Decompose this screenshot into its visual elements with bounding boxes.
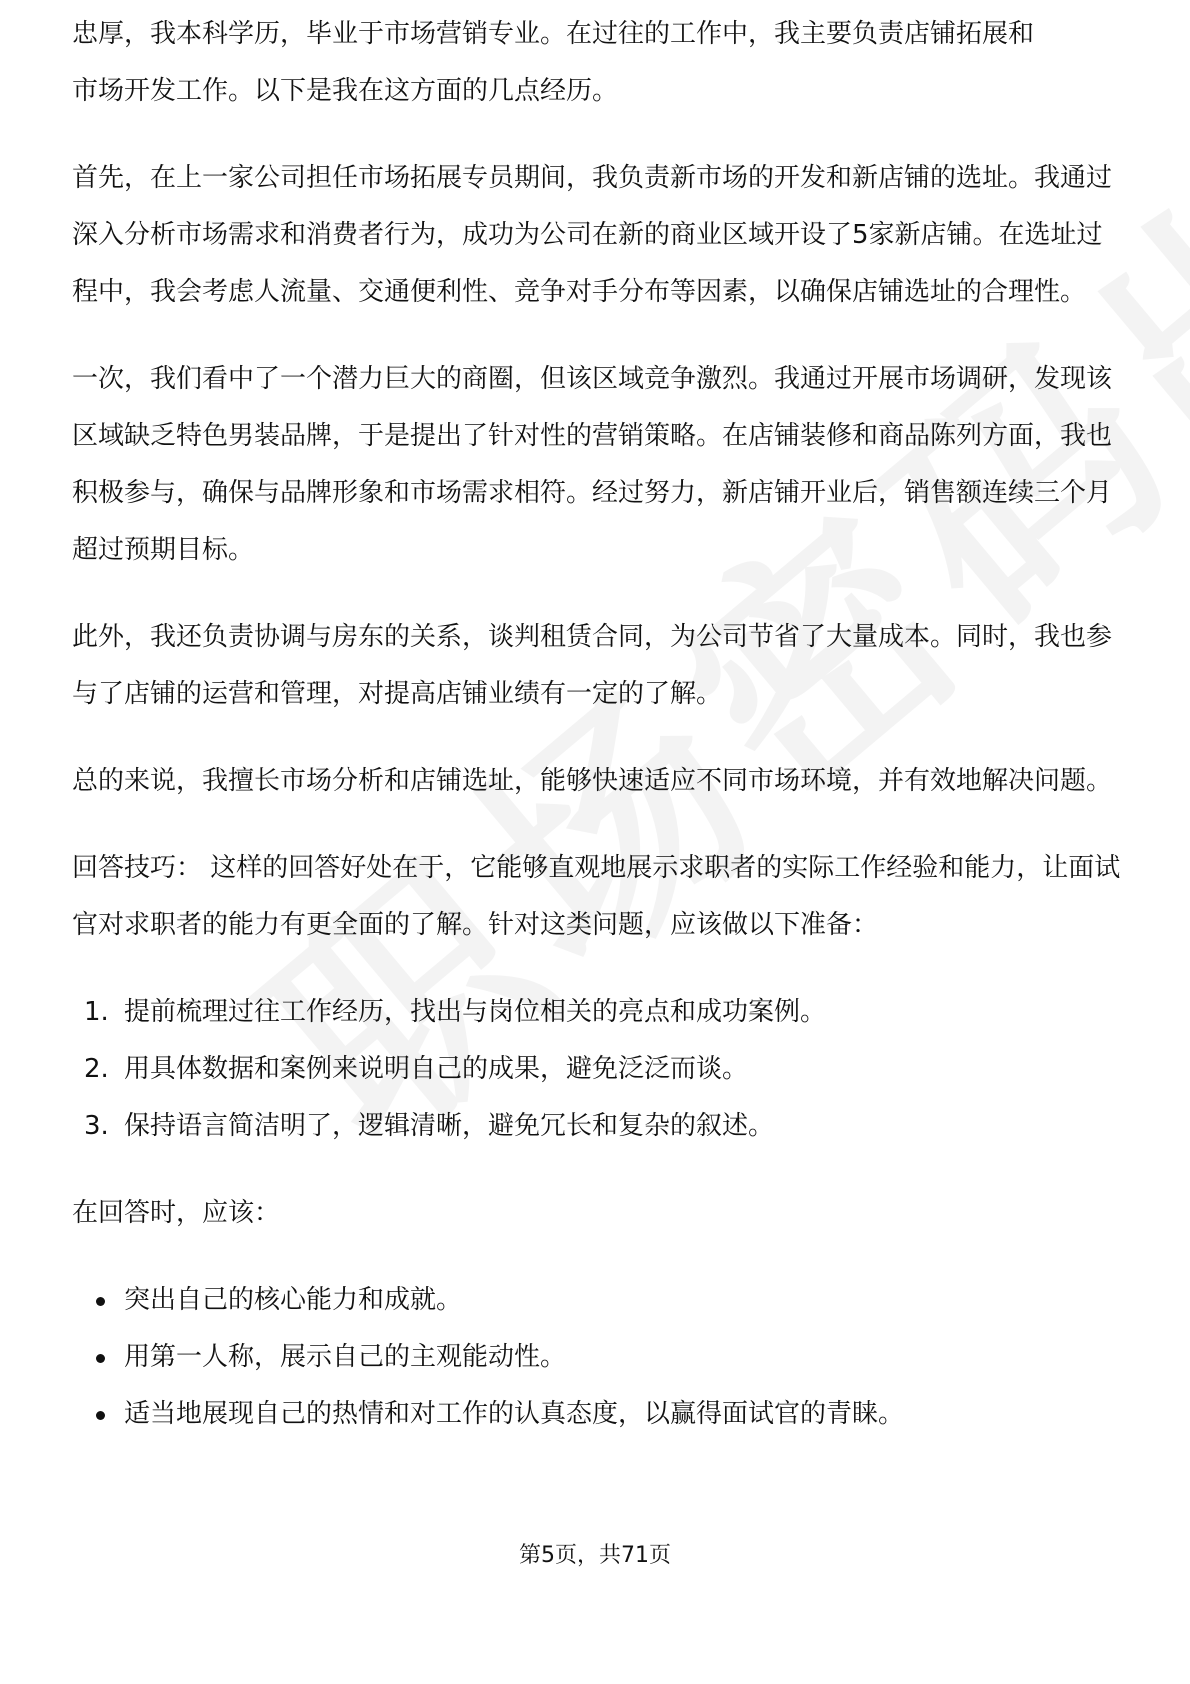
list-item [72, 1098, 1122, 1155]
list-item-text: 适当地展现自己的热情和对工作的认真态度，以赢得面试官的青睐。 [124, 1399, 905, 1429]
list-item [72, 1041, 1122, 1098]
bullet-icon [96, 1354, 105, 1363]
list-item [72, 1329, 1122, 1386]
paragraph-1: 首先，在上一家公司担任市场拓展专员期间，我负责新市场的开发和新店铺的选址。我通过深入分析市场需求和消费者行为，成功为公司在新的商业区域开设了5家新店铺。在选址过程中，我会考虑人流量、交通便利性、竞争对手分布等因素，以确保店铺选址的合理性。 [72, 163, 1113, 307]
list-number: 2. [84, 1054, 109, 1084]
when-answering-paragraph: 在回答时，应该： [72, 1198, 281, 1228]
paragraph-2: 一次，我们看中了一个潜力巨大的商圈，但该区域竞争激烈。我通过开展市场调研，发现该区域缺乏特色男装品牌，于是提出了针对性的营销策略。在店铺装修和商品陈列方面，我也积极参与，确保与品牌形象和市场需求相符。经过努力，新店铺开业后，销售额连续三个月超过预期目标。 [72, 364, 1113, 565]
bullet-icon [96, 1297, 105, 1306]
paragraph-4: 总的来说，我擅长市场分析和店铺选址，能够快速适应不同市场环境，并有效地解决问题。 [72, 766, 1113, 796]
page-footer: 第5页，共71页 [519, 1543, 671, 1568]
list-item [72, 1386, 1122, 1443]
tips-paragraph: 回答技巧： 这样的回答好处在于，它能够直观地展示求职者的实际工作经验和能力，让面试官对求职者的能力有更全面的了解。针对这类问题，应该做以下准备： [72, 853, 1121, 940]
list-item [72, 984, 1122, 1041]
paragraph-3: 此外，我还负责协调与房东的关系，谈判租赁合同，为公司节省了大量成本。同时，我也参与了店铺的运营和管理，对提高店铺业绩有一定的了解。 [72, 622, 1113, 709]
bullet-icon [96, 1411, 105, 1420]
list-number: 1. [84, 997, 109, 1027]
list-item-text: 突出自己的核心能力和成就。 [124, 1285, 463, 1315]
list-item-text: 保持语言简洁明了，逻辑清晰，避免冗长和复杂的叙述。 [124, 1111, 775, 1141]
intro-paragraph [72, 6, 1122, 120]
list-item-text: 用第一人称，展示自己的主观能动性。 [124, 1342, 567, 1372]
intro-text: 市场开发工作。以下是我在这方面的几点经历。 [72, 76, 619, 106]
preparation-list [72, 984, 1122, 1155]
list-number: 3. [84, 1111, 109, 1141]
answering-tips-list [72, 1272, 1122, 1443]
list-item-text: 提前梳理过往工作经历，找出与岗位相关的亮点和成功案例。 [124, 997, 827, 1027]
list-item-text: 用具体数据和案例来说明自己的成果，避免泛泛而谈。 [124, 1054, 749, 1084]
list-item [72, 1272, 1122, 1329]
document-body [72, 19, 1122, 1473]
intro-cut-line: 忠厚，我本科学历，毕业于市场营销专业。在过往的工作中，我主要负责店铺拓展和 [72, 19, 1035, 49]
